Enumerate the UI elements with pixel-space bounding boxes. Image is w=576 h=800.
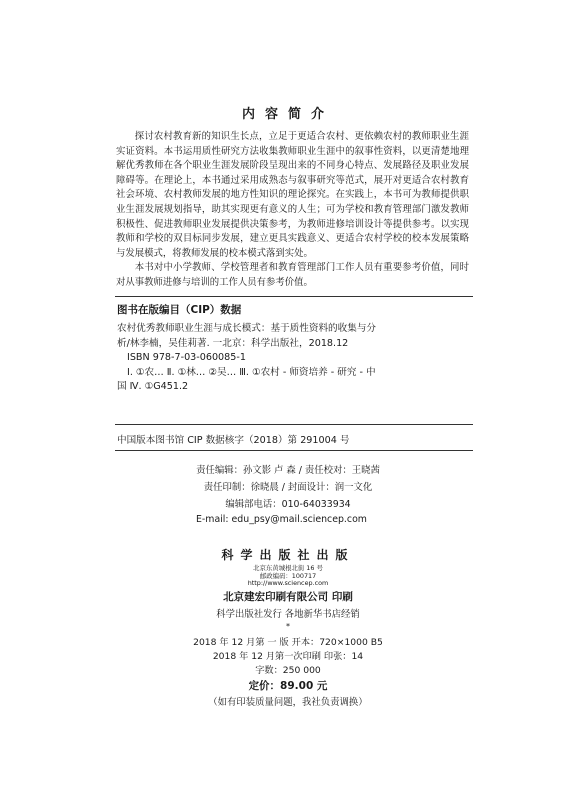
- separator-star: *: [286, 622, 290, 631]
- edition-line: 2018 年 12 月第 一 版 开本：720×1000 B5: [193, 637, 383, 648]
- publisher-website: http://www.sciencep.com: [247, 579, 329, 587]
- editorial-phone: 编辑部电话：010-64033934: [225, 499, 351, 510]
- editorial-email: E-mail: edu_psy@mail.sciencep.com: [196, 514, 367, 525]
- cip-line: 析/林李楠，吴佳莉著. 一北京：科学出版社，2018.12: [117, 337, 349, 349]
- word-count: 字数：250 000: [255, 665, 321, 676]
- cip-line: 国 Ⅳ. ①G451.2: [117, 381, 189, 392]
- divider-middle: [115, 424, 473, 425]
- cip-line: 农村优秀教师职业生涯与成长模式：基于质性资料的收集与分: [117, 323, 377, 334]
- cip-block: [117, 322, 473, 395]
- printing-credits: 责任印制：徐晓晨 / 封面设计：润一文化: [203, 482, 373, 493]
- cip-line: ISBN 978-7-03-060085-1: [127, 352, 246, 363]
- publisher-name: 科学出版社出版: [221, 548, 355, 562]
- price: 定价：89.00 元: [248, 680, 328, 692]
- editor-credits: 责任编辑：孙文影 卢 森 / 责任校对：王晓茜: [196, 465, 380, 476]
- cip-line: Ⅰ. ①农… Ⅱ. ①林… ②吴… Ⅲ. ①农村 - 师资培养 - 研究 - 中: [127, 366, 376, 378]
- quality-notice: （如有印装质量问题，我社负责调换）: [208, 697, 368, 708]
- publisher-address: 北京东黄城根北街 16 号: [253, 564, 323, 572]
- intro-paragraph-2: 本书对中小学教师、学校管理者和教育管理部门工作人员有重要参考价值，同时对从事教师进修与培训的工作人员有参考价值。: [116, 262, 469, 288]
- intro-text: [116, 130, 469, 291]
- cip-heading: 图书在版编目（CIP）数据: [117, 304, 242, 316]
- section-title: 内容简介: [241, 107, 334, 122]
- publisher-postcode: 邮政编码：100717: [259, 572, 317, 580]
- intro-paragraph-1: 探讨农村教育新的知识生长点，立足于更适合农村、更依赖农村的教师职业生涯实证资料。本书运用质性研究方法收集教师职业生涯中的叙事性资料，以更清楚地理解优秀教师在各个职业生涯发展阶段呈现出来的不同身心特点、发展路径及职业发展障碍等。在理论上，本书通过采用成熟态与叙事研究等范式，展开对更适合农村教育社会环境、农村教师发展的地方性知识的理论探究。在实践上，本书可为教师提供职业生涯发展规划指导，助其实现更有意义的人生；可为学校和教育管理部门激发教师积极性、促进教师职业发展提供决策参考，为教师进修培训设计等提供参考。以实现教师和学校的双目标同步发展，建立更具实践意义、更适合农村学校的校本发展策略与发展模式，将教师发展的校本模式落到实处。: [116, 131, 469, 259]
- distribution: 科学出版社发行 各地新华书店经销: [216, 609, 360, 620]
- cip-number: 中国版本图书馆 CIP 数据核字（2018）第 291004 号: [117, 435, 350, 446]
- printer-name: 北京建宏印刷有限公司 印刷: [223, 591, 353, 603]
- divider-top: [115, 296, 473, 297]
- printing-line: 2018 年 12 月第一次印刷 印张：14: [212, 651, 364, 662]
- divider-bottom: [115, 450, 473, 451]
